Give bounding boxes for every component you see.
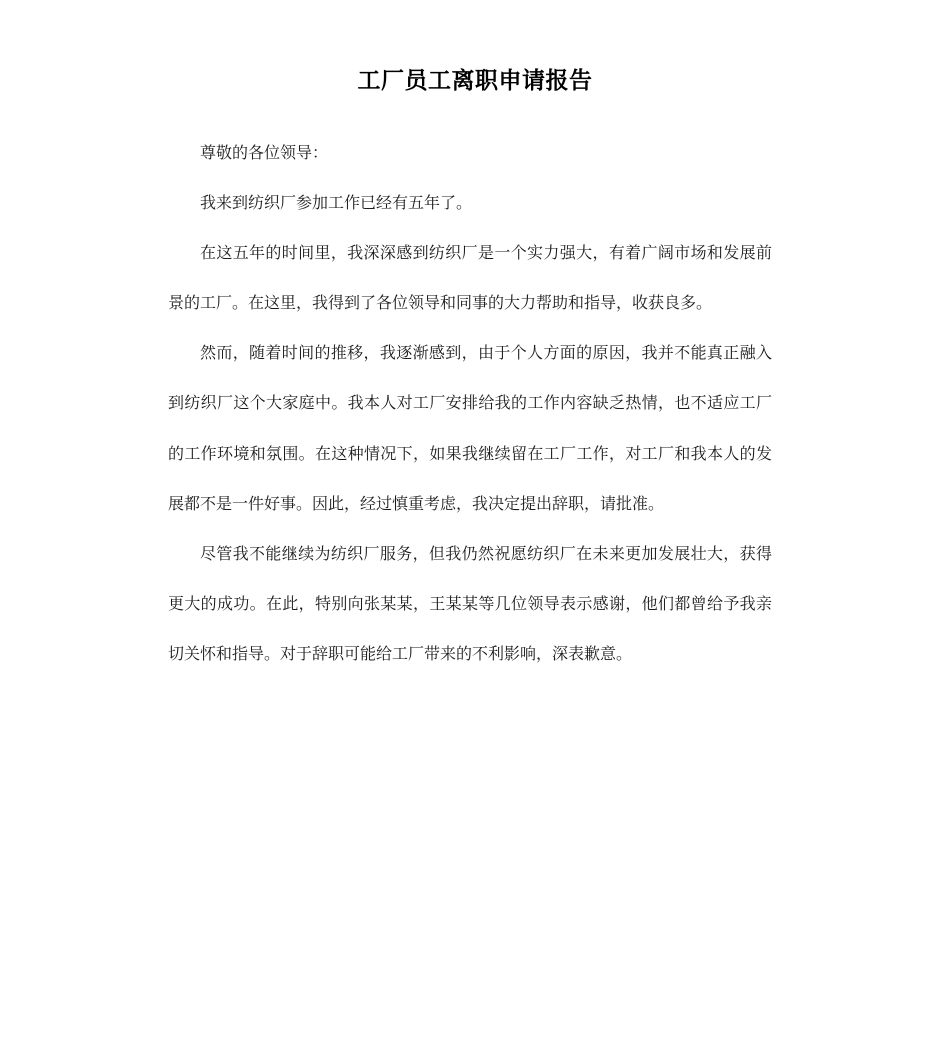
document-title: 工厂员工离职申请报告 — [357, 68, 593, 94]
paragraph-experience: 在这五年的时间里，我深深感到纺织厂是一个实力强大，有着广阔市场和发展前景的工厂。在这里，我得到了各位领导和同事的大力帮助和指导，收获良多。 — [168, 243, 772, 313]
paragraph-intro: 我来到纺织厂参加工作已经有五年了。 — [200, 193, 473, 213]
salutation: 尊敬的各位领导： — [200, 143, 329, 162]
document-body — [168, 128, 772, 679]
paragraph-reason: 然而，随着时间的推移，我逐渐感到，由于个人方面的原因，我并不能真正融入到纺织厂这个大家庭中。我本人对工厂安排给我的工作内容缺乏热情，也不适应工厂的工作环境和氛围。在这种情况下，如果我继续留在工厂工作，对工厂和我本人的发展都不是一件好事。因此，经过慎重考虑，我决定提出辞职，请批准。 — [168, 343, 772, 513]
paragraph-closing: 尽管我不能继续为纺织厂服务，但我仍然祝愿纺织厂在未来更加发展壮大，获得更大的成功。在此，特别向张某某，王某某等几位领导表示感谢，他们都曾给予我亲切关怀和指导。对于辞职可能给工厂带来的不利影响，深表歉意。 — [168, 543, 772, 663]
